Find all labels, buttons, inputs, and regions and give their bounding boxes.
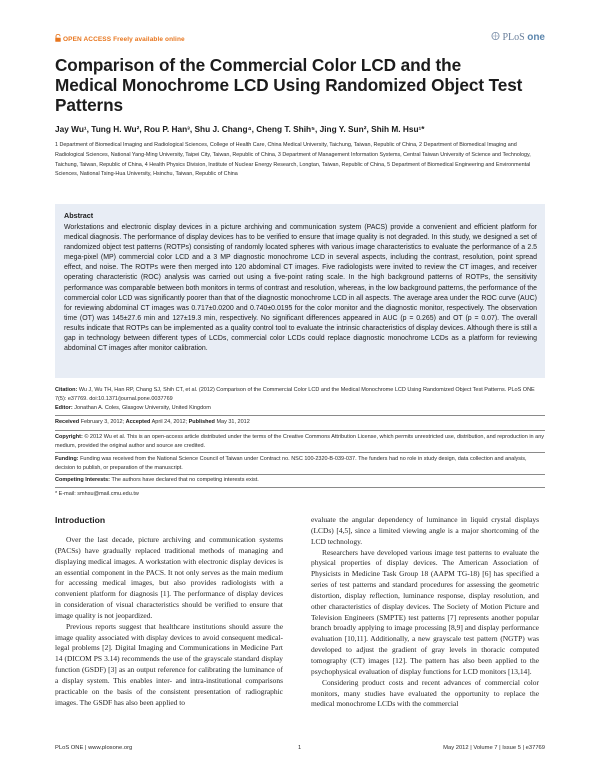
citation — [55, 386, 545, 403]
divider — [55, 430, 545, 431]
competing-interests — [55, 476, 545, 485]
open-access-text: OPEN ACCESS Freely available online — [63, 36, 185, 43]
paper-title: Comparison of the Commercial Color LCD and the Medical Monochrome LCD Using Randomized Object Test Patterns — [55, 55, 523, 115]
plos-logo-icon — [491, 31, 500, 41]
abstract-heading: Abstract — [64, 211, 94, 220]
accepted-date: April 24, 2012; — [151, 419, 188, 425]
page-footer — [55, 745, 545, 757]
abstract-box — [55, 204, 545, 378]
divider — [55, 487, 545, 488]
copyright — [55, 433, 545, 450]
citation-text: Wu J, Wu TH, Han RP, Chang SJ, Shih CT, et al. (2012) Comparison of the Commercial Color LCD and the Medical Monochrome LCD Using Randomized Object Test Patterns. PLoS ONE 7(5): e37769. doi:10.1371/journal.pone.0037769 — [55, 387, 535, 402]
abstract-text: Workstations and electronic display devices in a picture archiving and communication system (PACS) provide a convenient and efficient platform for medical diagnosis. The performance of display devices has to be verified to ensure that image quality is not degraded. In this study, we designed a set of randomized object test patterns (ROTPs) consisting of randomly located spheres with various image characteristics to evaluate the performance of a 2.5 mega-pixel (MP) commercial color LCD and a 3 MP diagnostic monochrome LCD in several aspects, including the contrast, resolution, point spread effect, and noise. The ROTPs were then merged into 120 abdominal CT images. Five radiologists were invited to review the CT images, and receiver operating characteristic (ROC) analysis was carried out using a five-point rating scale. In the high background patterns of ROTPs, the sensitivity performance was comparable between both monitors in terms of contrast and resolution, whereas, in the low background patterns, the performance of the commercial color LCD was significantly poorer than that of the diagnostic monochrome LCD in all aspects. The average area under the ROC curve (AUC) for reviewing abdominal CT images was 0.717±0.0200 and 0.740±0.0195 for the color monitor and the diagnostic monitor, respectively. The observation time (OT) was 145±27.6 min and 127±19.3 min, respectively. No significant differences appeared in AUC (p = 0.265) and OT (p = 0.07). The overall results indicate that ROTPs can be implemented as a quality control tool to evaluate the intrinsic characteristics of display devices. Although there is still a gap in technology between different types of LCDs, commercial color LCDs could replace diagnostic monochrome LCDs as a platform for reviewing abdominal CT images after monitor calibration. — [64, 224, 537, 353]
footer-issue: May 2012 | Volume 7 | Issue 5 | e37769 — [443, 745, 545, 751]
editor-label: Editor: — [55, 405, 73, 411]
open-access-banner — [55, 34, 185, 44]
funding-label: Funding: — [55, 456, 79, 462]
body-right-column — [311, 515, 539, 710]
received-dates — [55, 418, 545, 427]
published-label: Published — [188, 419, 215, 425]
author-list: Jay Wu¹, Tung H. Wu², Rou P. Han³, Shu J. Chang⁴, Cheng T. Shih⁵, Jing Y. Sun², Shih M. Hsu¹* — [55, 124, 425, 134]
copyright-label: Copyright: — [55, 434, 83, 440]
citation-label: Citation: — [55, 387, 78, 393]
body-paragraph: evaluate the angular dependency of luminance in liquid crystal displays (LCDs) [4,5], since a limited viewing angle is a major shortcoming of the LCD technology. — [311, 515, 539, 546]
open-access-lock-icon — [55, 34, 61, 44]
corresponding-email[interactable]: * E-mail: smhsu@mail.cmu.edu.tw — [55, 491, 139, 497]
published-date: May 31, 2012 — [216, 419, 250, 425]
introduction-heading: Introduction — [55, 515, 106, 525]
funding-text: Funding was received from the National Science Council of Taiwan under Contract no. NSC 100-2320-B-039-037. The funders had no role in study design, data collection and analysis, decision to publish, or preparation of the manuscript. — [55, 456, 527, 471]
body-paragraph: Considering product costs and recent advances of commercial color monitors, many studies have evaluated the opportunity to replace the medical monochrome LCDs with the commercial — [311, 677, 539, 709]
received-date: February 3, 2012; — [80, 419, 125, 425]
accepted-label: Accepted — [125, 419, 151, 425]
affiliations: 1 Department of Biomedical Imaging and Radiological Sciences, College of Health Care, China Medical University, Taichung, Taiwan, Republic of China, 2 Department of Biomedical Imaging and Radiological Sciences, National Yang-Ming University, Taipei City, Taiwan, Republic of China, 3 Department of Management Information Systems, Central Taiwan University of Science and Technology, Taichung, Taiwan, Republic of China, 4 Health Physics Division, Institute of Nuclear Energy Research, Longtan, Taiwan, Republic of China, 5 Department of Biomedical Engineering and Environmental Sciences, National Tsing-Hua University, Hsinchu, Taiwan, Republic of China — [55, 142, 531, 178]
body-paragraph: Previous reports suggest that healthcare institutions should assure the image quality associated with display devices to avoid consequent medical-legal problems [2]. Digital Imaging and Communications in Medicine Part 14 (DICOM PS 3.14) recommends the use of the grayscale standard display function (GSDF) [3] as an output reference for calibrating the luminance of a display system. This enables inter- and intra-institutional comparisons practicable on the basis of the consistent presentation of radiographic images. The GSDF has also been applied to — [55, 621, 283, 707]
divider — [55, 415, 545, 416]
competing-interests-label: Competing Interests: — [55, 477, 111, 483]
journal-name-one: one — [527, 32, 545, 43]
journal-logo[interactable] — [491, 31, 545, 43]
copyright-text: © 2012 Wu et al. This is an open-access article distributed under the terms of the Creative Commons Attribution License, which permits unrestricted use, distribution, and reproduction in any medium, provided the original author and source are credited. — [55, 434, 545, 449]
journal-header — [55, 33, 545, 47]
editor — [55, 404, 545, 413]
competing-interests-text: The authors have declared that no competing interests exist. — [111, 477, 259, 483]
editor-text: Jonathan A. Coles, Glasgow University, United Kingdom — [74, 405, 211, 411]
divider — [55, 474, 545, 475]
footer-journal[interactable]: PLoS ONE | www.plosone.org — [55, 745, 133, 751]
journal-name-plos: PLoS — [502, 32, 525, 43]
funding — [55, 455, 545, 472]
received-label: Received — [55, 419, 80, 425]
page-number: 1 — [298, 745, 302, 751]
body-paragraph: Over the last decade, picture archiving and communication systems (PACSs) have gradually replaced traditional methods of managing and displaying medical images. A workstation with electronic display devices is an essential component in the PACS. It not only serves as the main medium for accessing medical images, but also provides radiologists with a convenient platform for diagnosis [1]. The performance of display devices in consideration of visual characteristics should be verified to ensure that image quality is not jeopardized. — [55, 535, 283, 620]
divider — [55, 452, 545, 453]
body-left-column — [55, 515, 283, 709]
body-paragraph: Researchers have developed various image test patterns to evaluate the physical properties of display devices. The American Association of Physicists in Medicine Task Group 18 (AAPM TG-18) [6] has specified a series of test patterns and standard procedures for assessing the geometric distortion, display reflection, luminance response, display resolution, and other characteristics of display devices. The Society of Motion Picture and Television Engineers (SMPTE) test patterns [7] represents another popular branch broadly applying to image processing [8,9] and display performance evaluation [10,11]. Additionally, a new grayscale test pattern (NGTP) was developed to adjust the gradient of gray levels in thoracic computed tomography (CT) images [12]. The pattern has also been applied to the psychophysical evaluation of display functions for LCD monitors [13,14]. — [311, 547, 539, 676]
